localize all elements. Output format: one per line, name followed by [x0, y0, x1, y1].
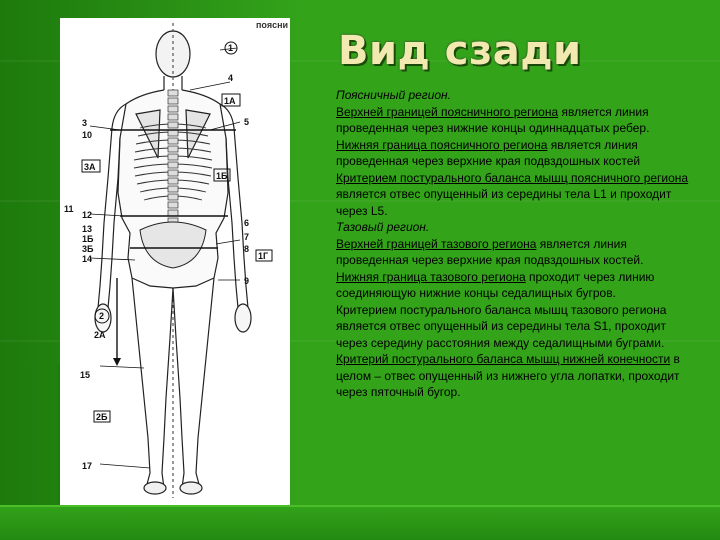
bottom-line — [0, 505, 720, 507]
underlined-phrase: Нижняя граница поясничного региона — [336, 137, 548, 152]
underlined-phrase: Верхней границей поясничного региона — [336, 104, 559, 119]
svg-text:6: 6 — [244, 218, 250, 228]
svg-text:17: 17 — [82, 461, 93, 471]
paragraph-text: является линия проведенная через верхние края подвздошных костей — [336, 137, 641, 168]
skeleton-back-view-illustration — [60, 18, 290, 505]
bottom-band — [0, 505, 720, 540]
paragraph-text: является линия проведенная через нижние концы одиннадцатых ребер. — [336, 104, 650, 135]
anatomy-figure — [60, 18, 290, 505]
svg-text:14: 14 — [82, 254, 93, 264]
section-heading: Поясничный регион. — [336, 88, 451, 102]
svg-text:3А: 3А — [84, 162, 96, 172]
figure-caption: поясни — [256, 20, 289, 30]
svg-text:1Б: 1Б — [216, 171, 228, 181]
paragraph-text: проходит через линию соединяющую нижние концы седалищных бугров. — [336, 269, 655, 300]
underlined-phrase: Верхней границей тазового региона — [336, 236, 537, 251]
svg-text:5: 5 — [244, 117, 250, 127]
svg-text:7: 7 — [244, 232, 250, 242]
svg-text:1Б: 1Б — [82, 234, 94, 244]
underlined-phrase: Нижняя граница тазового региона — [336, 269, 526, 284]
paragraph-text: в целом – отвес опущенный из нижнего угла лопатки, проходит через пяточный бугор. — [336, 352, 680, 399]
paragraph — [336, 137, 696, 170]
paragraph — [336, 351, 696, 401]
slide-body-text — [336, 87, 696, 401]
svg-text:2А: 2А — [94, 330, 106, 340]
underlined-phrase: Критерий постурального баланса мышц нижней конечности — [336, 352, 671, 366]
paragraph — [336, 104, 696, 137]
underlined-phrase: Критерием постурального баланса мышц поясничного региона — [336, 170, 689, 185]
svg-text:12: 12 — [82, 210, 93, 220]
paragraph — [336, 236, 696, 269]
svg-text:2Б: 2Б — [96, 412, 108, 422]
paragraph — [336, 170, 696, 220]
svg-text:1А: 1А — [224, 96, 236, 106]
svg-text:2: 2 — [99, 311, 105, 321]
svg-text:1Г: 1Г — [258, 251, 269, 261]
svg-text:8: 8 — [244, 244, 250, 254]
svg-text:15: 15 — [80, 370, 91, 380]
paragraph — [336, 269, 696, 302]
svg-text:11: 11 — [64, 204, 74, 214]
svg-text:13: 13 — [82, 224, 93, 234]
svg-text:4: 4 — [228, 73, 234, 83]
svg-text:3Б: 3Б — [82, 244, 94, 254]
paragraph-text: является отвес опущенный из середины тела L1 и проходит через L5. — [336, 187, 672, 218]
svg-text:10: 10 — [82, 130, 93, 140]
paragraph-text: является линия проведенная через верхние края подвздошных костей. — [336, 236, 644, 267]
paragraph-text: Критерием постурального баланса мышц тазового региона является отвес опущенный из середины тела S1, проходит через середину расстояния между седалищными буграми. — [336, 302, 667, 350]
paragraph — [336, 302, 696, 352]
svg-text:3: 3 — [82, 118, 88, 128]
section-heading: Тазовый регион. — [336, 220, 430, 234]
slide-title: Вид сзади — [338, 28, 582, 74]
paragraph — [336, 87, 696, 104]
svg-text:1: 1 — [228, 43, 234, 53]
svg-text:9: 9 — [244, 276, 250, 286]
paragraph — [336, 219, 696, 236]
